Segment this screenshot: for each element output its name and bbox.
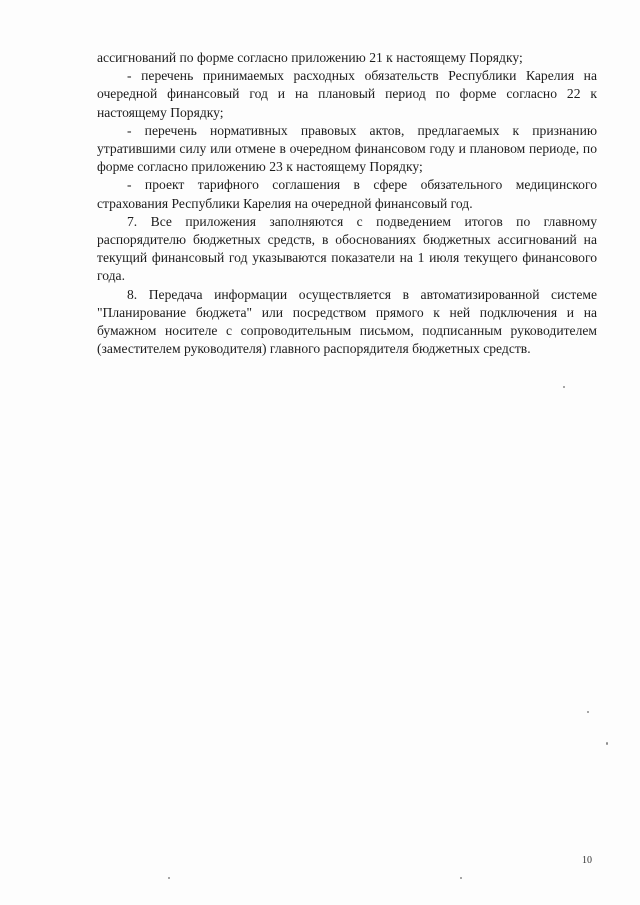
- paragraph-item-8: 8. Передача информации осуществляется в автоматизированной системе "Планирование бюджета" или посредством прямого к ней подключения и на бумажном носителе с сопроводительным письмом, подписанным руководителем (заместителем руководителя) главного распорядителя бюджетных средств.: [97, 286, 597, 357]
- scan-speck: [563, 386, 565, 388]
- paragraph-list-item-obligations: - перечень принимаемых расходных обязательств Республики Карелия на очередной финансовый год и на плановый период по форме согласно 22 к настоящему Порядку;: [97, 68, 597, 120]
- scan-speck: [460, 877, 462, 879]
- paragraph-list-item-legal-acts: - перечень нормативных правовых актов, предлагаемых к признанию утратившими силу или отмене в очередном финансовом году и плановом периоде, по форме согласно приложению 23 к настоящему Порядку;: [97, 122, 597, 175]
- paragraph-item-7: 7. Все приложения заполняются с подведением итогов по главному распорядителю бюджетных средств, в обоснованиях бюджетных ассигнований на текущий финансовый год указываются показатели на 1 июля текущего финансового года.: [97, 213, 597, 284]
- document-body: [97, 49, 597, 358]
- paragraph-list-item-tariff-agreement: - проект тарифного соглашения в сфере обязательного медицинского страхования Республики Карелия на очередной финансовый год.: [97, 177, 597, 211]
- scan-speck: [168, 877, 170, 879]
- page-number: 10: [582, 855, 592, 866]
- scan-speck: [606, 742, 608, 745]
- scan-speck: [587, 711, 589, 713]
- paragraph-continuation: ассигнований по форме согласно приложению 21 к настоящему Порядку;: [97, 50, 523, 65]
